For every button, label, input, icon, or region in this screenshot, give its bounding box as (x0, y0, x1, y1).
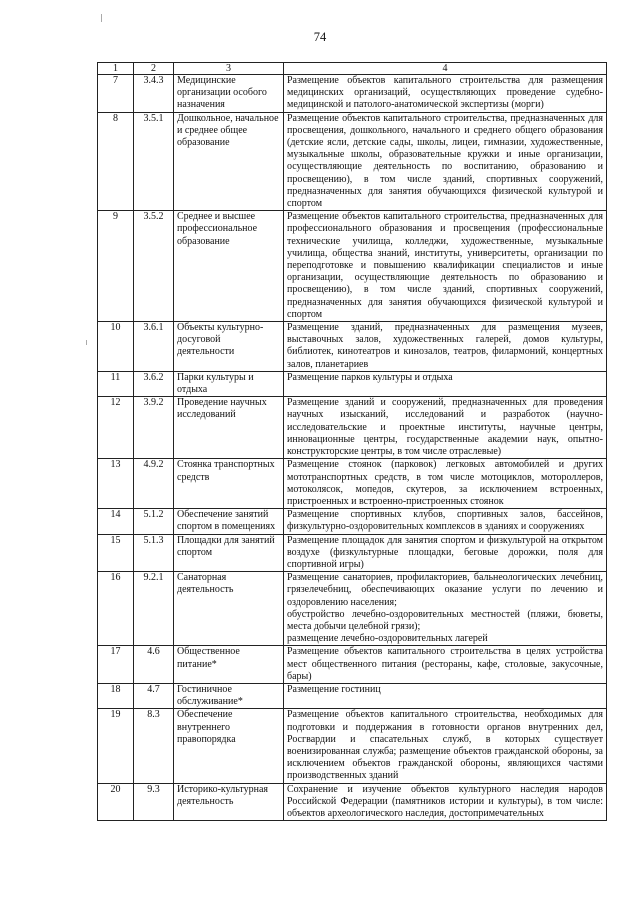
description-paragraph: Размещение санаториев, профилакториев, бальнеологических лечебниц, грязелечебниц, обеспечивающих оказание услуги по лечению и оздоровлению населения; (287, 572, 603, 608)
table-row (98, 646, 607, 684)
use-description (284, 509, 607, 534)
use-description (284, 371, 607, 396)
scan-mark (101, 14, 102, 22)
use-code: 4.7 (134, 683, 174, 708)
use-description (284, 646, 607, 684)
table-row (98, 534, 607, 572)
header-col-3: 3 (174, 63, 284, 75)
use-description (284, 534, 607, 572)
use-code: 3.5.1 (134, 112, 174, 211)
table-header-row (98, 63, 607, 75)
use-code: 3.6.2 (134, 371, 174, 396)
description-paragraph: Размещение спортивных клубов, спортивных залов, бассейнов, физкультурно-оздоровительных комплексов в зданиях и сооружениях (287, 509, 603, 533)
row-number: 14 (98, 509, 134, 534)
use-code: 3.5.2 (134, 211, 174, 322)
description-paragraph: обустройство лечебно-оздоровительных местностей (пляжи, бюветы, места добычи целебной грязи); (287, 608, 603, 632)
use-code: 3.9.2 (134, 397, 174, 459)
row-number: 8 (98, 112, 134, 211)
use-name: Парки культуры и отдыха (174, 371, 284, 396)
header-col-1: 1 (98, 63, 134, 75)
table-row (98, 459, 607, 509)
use-name: Обеспечение внутреннего правопорядка (174, 709, 284, 783)
row-number: 15 (98, 534, 134, 572)
zoning-table (97, 62, 607, 821)
description-paragraph: Размещение стоянок (парковок) легковых автомобилей и других мототранспортных средств, в том числе мотоциклов, мотороллеров, мотоколясок, мопедов, скутеров, за исключением встроенных, пристроенных и встроенно-пристроенных стоянок (287, 459, 603, 507)
use-name: Медицинские организации особого назначения (174, 75, 284, 113)
use-code: 3.4.3 (134, 75, 174, 113)
use-description (284, 112, 607, 211)
description-paragraph: Размещение объектов капитального строительства, предназначенных для просвещения, дошкольного, начального и среднего общего образования (детские ясли, детские сады, школы, лицеи, гимназии, художественные, музыкальные школы, образовательные кружки и иные организации, осуществляющие деятельность по воспитанию, образованию и просвещению), в том числе зданий, спортивных сооружений, предназначенных для занятия обучающихся физической культурой и спортом (287, 112, 603, 210)
use-name: Среднее и высшее профессиональное образование (174, 211, 284, 322)
use-name: Дошкольное, начальное и среднее общее образование (174, 112, 284, 211)
use-code: 5.1.3 (134, 534, 174, 572)
description-paragraph: размещение лечебно-оздоровительных лагерей (287, 633, 488, 645)
use-description (284, 683, 607, 708)
description-paragraph: Размещение объектов капитального строительства, предназначенных для профессионального образования и просвещения (профессиональные технические училища, колледжи, художественные, музыкальные училища, общества знаний, институты, университеты, организации по переподготовке и повышению квалификации специалистов и иные организации, осуществляющие деятельность по образованию и просвещению), в том числе зданий, спортивных сооружений, предназначенных для занятия обучающихся физической культурой и спортом (287, 211, 603, 320)
use-code: 4.6 (134, 646, 174, 684)
table-row (98, 783, 607, 821)
table-row (98, 371, 607, 396)
use-name: Историко-культурная деятельность (174, 783, 284, 821)
description-paragraph: Размещение гостиниц (287, 683, 381, 695)
row-number: 7 (98, 75, 134, 113)
row-number: 18 (98, 683, 134, 708)
use-code: 8.3 (134, 709, 174, 783)
use-code: 3.6.1 (134, 322, 174, 372)
row-number: 12 (98, 397, 134, 459)
table-row (98, 509, 607, 534)
row-number: 9 (98, 211, 134, 322)
use-description (284, 459, 607, 509)
use-name: Обеспечение занятий спортом в помещениях (174, 509, 284, 534)
row-number: 17 (98, 646, 134, 684)
use-code: 4.9.2 (134, 459, 174, 509)
row-number: 13 (98, 459, 134, 509)
use-description (284, 709, 607, 783)
scan-mark (86, 340, 87, 345)
use-name: Проведение научных исследований (174, 397, 284, 459)
row-number: 16 (98, 572, 134, 646)
use-name: Общественное питание* (174, 646, 284, 684)
header-col-2: 2 (134, 63, 174, 75)
use-name: Площадки для занятий спортом (174, 534, 284, 572)
table-row (98, 709, 607, 783)
header-col-4: 4 (284, 63, 607, 75)
use-code: 9.2.1 (134, 572, 174, 646)
description-paragraph: Размещение площадок для занятия спортом и физкультурой на открытом воздухе (физкультурные площадки, беговые дорожки, поля для спортивной игры) (287, 534, 603, 570)
use-description (284, 572, 607, 646)
description-paragraph: Размещение объектов капитального строительства для размещения медицинских организаций, осуществляющих проведение судебно-медицинской и патолого-анатомической экспертизы (морги) (287, 75, 603, 111)
row-number: 10 (98, 322, 134, 372)
use-description (284, 211, 607, 322)
description-paragraph: Сохранение и изучение объектов культурного наследия народов Российской Федерации (памятников истории и культуры), в том числе: объектов археологического наследия, достопримечательных (287, 783, 603, 819)
row-number: 11 (98, 371, 134, 396)
use-name: Стоянка транспортных средств (174, 459, 284, 509)
use-name: Объекты культурно-досуговой деятельности (174, 322, 284, 372)
use-description (284, 783, 607, 821)
use-description (284, 322, 607, 372)
row-number: 20 (98, 783, 134, 821)
table-row (98, 211, 607, 322)
table-row (98, 683, 607, 708)
table-row (98, 112, 607, 211)
description-paragraph: Размещение зданий, предназначенных для размещения музеев, выставочных залов, художественных галерей, домов культуры, библиотек, кинотеатров и кинозалов, театров, филармоний, концертных залов, планетариев (287, 322, 603, 370)
table-row (98, 397, 607, 459)
page-number: 74 (313, 30, 327, 44)
description-paragraph: Размещение объектов капитального строительства, необходимых для подготовки и поддержания в готовности органов внутренних дел, Росгвардии и спасательных служб, в которых существует военизированная служба; размещение объектов гражданской обороны, за исключением объектов гражданской обороны, являющихся частями производственных зданий (287, 709, 603, 782)
use-description (284, 397, 607, 459)
row-number: 19 (98, 709, 134, 783)
table-row (98, 75, 607, 113)
table-row (98, 572, 607, 646)
use-code: 9.3 (134, 783, 174, 821)
description-paragraph: Размещение зданий и сооружений, предназначенных для проведения научных изысканий, исследований и разработок (научно-исследовательские и проектные институты, научные центры, инновационные центры, государственные академии наук, опытно-конструкторские центры, в том числе отраслевые) (287, 397, 603, 458)
description-paragraph: Размещение парков культуры и отдыха (287, 371, 453, 383)
use-code: 5.1.2 (134, 509, 174, 534)
use-description (284, 75, 607, 113)
use-name: Санаторная деятельность (174, 572, 284, 646)
description-paragraph: Размещение объектов капитального строительства в целях устройства мест общественного питания (рестораны, кафе, столовые, закусочные, бары) (287, 646, 603, 682)
table-row (98, 322, 607, 372)
use-name: Гостиничное обслуживание* (174, 683, 284, 708)
